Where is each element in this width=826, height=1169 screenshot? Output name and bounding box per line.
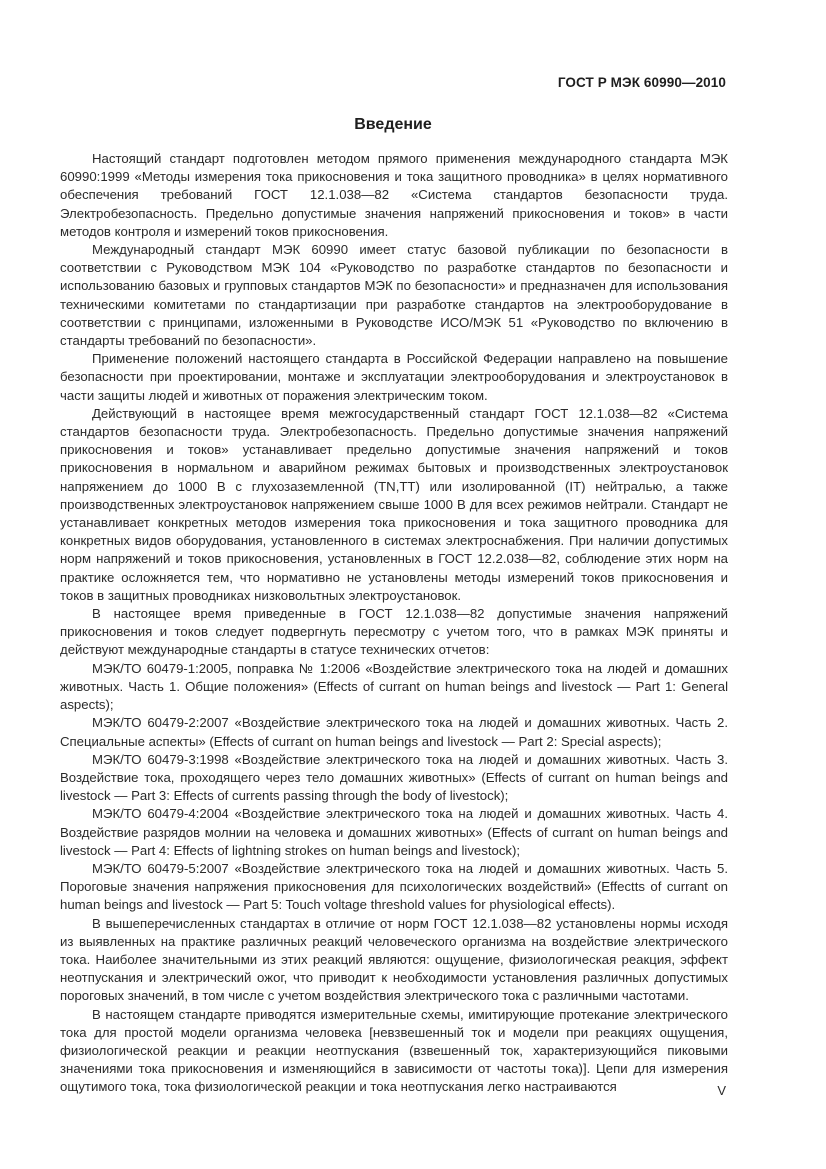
paragraph: В настоящее время приведенные в ГОСТ 12.1.038—82 допустимые значения напряжений прикосновения и токов следует подвергнуть пересмотру с учетом того, что в рамках МЭК приняты и действуют международные стандарты в статусе технических отчетов:	[60, 606, 728, 658]
page-number: V	[717, 1083, 726, 1098]
section-title: Введение	[354, 116, 432, 133]
paragraph: Международный стандарт МЭК 60990 имеет статус базовой публикации по безопасности в соответствии с Руководством МЭК 104 «Руководство по разработке стандартов по безопасности и использованию базовых и групповых стандартов МЭК по безопасности» и предназначен для использования техническими комитетами по стандартизации при разработке стандартов на электрооборудование в соответствии с принципами, изложенными в Руководстве ИСО/МЭК 51 «Руководство по включению в стандарты требований по безопасности».	[60, 242, 728, 349]
paragraph: Действующий в настоящее время межгосударственный стандарт ГОСТ 12.1.038—82 «Система стандартов безопасности труда. Электробезопасность. Предельно допустимые значения напряжений прикосновения и токов» устанавливает предельно допустимые значения напряжений и токов прикосновения в нормальном и аварийном режимах бытовых и производственных электроустановок напряжением до 1000 В с глухозаземленной (TN,TT) или изолированной (IT) нейтралью, а также производственных электроустановок напряжением свыше 1000 В для всех режимов нейтрали. Стандарт не устанавливает конкретных методов измерения тока прикосновения и тока защитного проводника для конкретных видов оборудования, установленного в системах электроснабжения. При наличии допустимых норм напряжений и токов прикосновения, установленных в ГОСТ 12.2.038—82, соблюдение этих норм на практике осложняется тем, что нормативно не установлены методы измерений токов прикосновения и токов в защитных проводниках низковольтных электроустановок.	[60, 405, 728, 603]
list-item: МЭК/ТО 60479-4:2004 «Воздействие электрического тока на людей и домашних животных. Часть 4. Воздействие разрядов молнии на человека и домашних животных» (Effects of currant on human beings and livestock — Part 4: Effects of lightning strokes on human beings and livestock);	[60, 806, 728, 858]
paragraph: Применение положений настоящего стандарта в Российской Федерации направлено на повышение безопасности при проектировании, монтаже и эксплуатации электрооборудования и электроустановок в части защиты людей и животных от поражения электрическим током.	[60, 351, 728, 403]
body-text	[60, 150, 728, 1097]
list-item: МЭК/ТО 60479-1:2005, поправка № 1:2006 «Воздействие электрического тока на людей и домашних животных. Часть 1. Общие положения» (Effects of currant on human beings and livestock — Part 1: General aspects);	[60, 660, 728, 713]
paragraph: В вышеперечисленных стандартах в отличие от норм ГОСТ 12.1.038—82 установлены нормы исходя из выявленных на практике различных реакций человеческого организма на воздействие электрического тока. Наиболее значительными из этих реакций являются: ощущение, физиологическая реакция, эффект неотпускания и электрический ожог, что приводит к необходимости установления различных допустимых пороговых значений, в том числе с учетом воздействия электрического тока с различными частотами.	[60, 915, 728, 1004]
paragraph: В настоящем стандарте приводятся измерительные схемы, имитирующие протекание электрического тока для простой модели организма человека [невзвешенный ток и модели при реакциях ощущения, физиологической реакции и реакции неотпускания (взвешенный ток, характеризующийся пиковыми значениями тока прикосновения и изменяющийся в зависимости от частоты тока)]. Цепи для измерения ощутимого тока, тока физиологической реакции и тока неотпускания легко настраиваются	[60, 1006, 728, 1095]
list-item: МЭК/ТО 60479-3:1998 «Воздействие электрического тока на людей и домашних животных. Часть 3. Воздействие тока, проходящего через тело домашних животных» (Effects of currant on human beings and livestock — Part 3: Effects of currents passing through the body of livestock);	[60, 751, 728, 804]
list-item: МЭК/ТО 60479-2:2007 «Воздействие электрического тока на людей и домашних животных. Часть 2. Специальные аспекты» (Effects of currant on human beings and livestock — Part 2: Special aspects);	[60, 715, 728, 749]
list-item: МЭК/ТО 60479-5:2007 «Воздействие электрического тока на людей и домашних животных. Часть 5. Пороговые значения напряжения прикосновения для психологических воздействий» (Effectts of currant on human beings and livestock — Part 5: Touch voltage threshold values for physiological effects).	[60, 860, 728, 913]
paragraph: Настоящий стандарт подготовлен методом прямого применения международного стандарта МЭК 60990:1999 «Методы измерения тока прикосновения и тока защитного проводника» в целях нормативного обеспечения требований ГОСТ 12.1.038—82 «Система стандартов безопасности труда. Электробезопасность. Предельно допустимые значения напряжений прикосновения и токов» в части методов контроля и измерений токов прикосновения.	[60, 151, 728, 239]
document-code: ГОСТ Р МЭК 60990—2010	[557, 75, 726, 90]
